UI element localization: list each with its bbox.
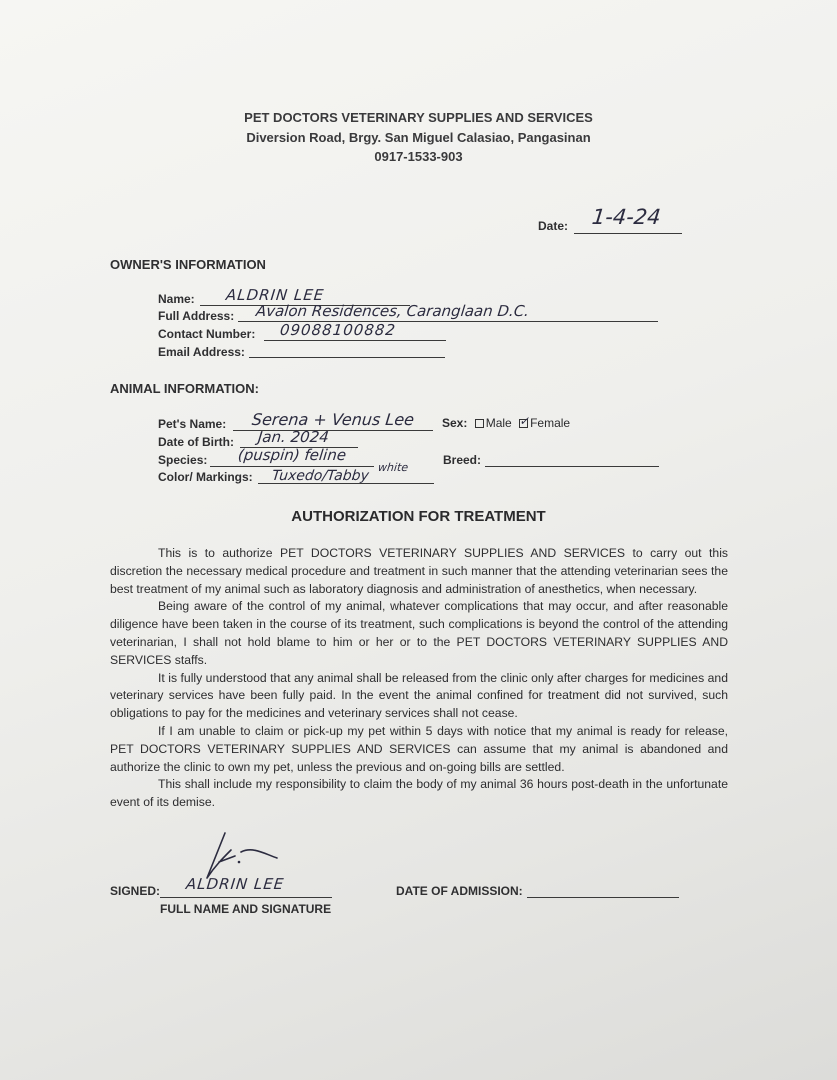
sex-field [442, 416, 570, 430]
authorization-title: AUTHORIZATION FOR TREATMENT [291, 508, 546, 525]
owner-name-label: Name: [158, 292, 195, 306]
species-line [210, 466, 374, 467]
female-checkbox [519, 414, 530, 428]
pet-name-label: Pet's Name: [158, 417, 227, 431]
authorization-paragraph: Being aware of the control of my animal, whatever complications that may occur, and after reasonable diligence have been taken in the course of its treatment, such complications is beyond the control of the attending veterinarian, I shall not hold blame to him or her or to the PET DOCTORS VETERINARY SUPPLIES AND SERVICES staffs. [110, 599, 728, 667]
owner-name-value: ALDRIN LEE [225, 286, 326, 304]
signature-caption: FULL NAME AND SIGNATURE [160, 902, 332, 916]
signed-line [160, 897, 332, 898]
sex-label: Sex: [442, 416, 468, 430]
date-label: Date: [538, 219, 569, 233]
owner-contact-line [264, 340, 446, 341]
admission-date-line [527, 897, 679, 898]
signed-name-value: ALDRIN LEE [185, 875, 286, 893]
owner-contact-label: Contact Number: [158, 327, 256, 341]
admission-date-label: DATE OF ADMISSION: [396, 884, 523, 898]
breed-line [485, 466, 659, 467]
male-checkbox [475, 419, 484, 428]
owner-address-value: Avalon Residences, Caranglaan D.C. [255, 302, 531, 320]
dob-label: Date of Birth: [158, 435, 234, 449]
company-name: PET DOCTORS VETERINARY SUPPLIES AND SERVICES [244, 110, 593, 125]
animal-section-title: ANIMAL INFORMATION: [110, 381, 259, 396]
owner-email-line [249, 357, 445, 358]
company-phone: 0917-1533-903 [374, 149, 463, 164]
color-markings-value: Tuxedo/Tabby [271, 468, 370, 484]
dob-value: Jan. 2024 [257, 428, 330, 446]
authorization-body [110, 545, 728, 812]
color-markings-label: Color/ Markings: [158, 470, 253, 484]
company-address: Diversion Road, Brgy. San Miguel Calasiao, Pangasinan [246, 130, 591, 145]
authorization-paragraph: If I am unable to claim or pick-up my pet within 5 days with notice that my animal is ready for release, PET DOCTORS VETERINARY SUPPLIES AND SERVICES can assume that my animal is abandoned and authorize the clinic to own my pet, unless the previous and on-going bills are settled. [110, 723, 728, 774]
signed-label: SIGNED: [110, 884, 161, 898]
sex-female-option: Female [530, 416, 571, 430]
sex-male-option: Male [485, 416, 512, 430]
date-line [574, 233, 682, 234]
species-label: Species: [158, 453, 208, 467]
pet-name-value: Serena + Venus Lee [251, 410, 416, 429]
species-value: (puspin) feline [237, 446, 348, 464]
breed-label: Breed: [443, 453, 482, 467]
owner-address-label: Full Address: [158, 309, 235, 323]
authorization-paragraph: It is fully understood that any animal shall be released from the clinic only after charges for medicines and veterinary services have been fully paid. In the event the animal confined for treatment did not survived, such obligations to pay for the medicines and veterinary services shall not cease. [110, 670, 728, 721]
authorization-paragraph: This is to authorize PET DOCTORS VETERINARY SUPPLIES AND SERVICES to carry out this discretion the necessary medical procedure and treatment in such manner that the attending veterinarian sees the best treatment of my animal such as laboratory diagnosis and administration of anesthetics, when necessary. [110, 546, 728, 596]
owner-email-label: Email Address: [158, 345, 245, 359]
authorization-paragraph: This shall include my responsibility to claim the body of my animal 36 hours post-death in the unfortunate event of its demise. [110, 777, 728, 810]
owner-contact-value: 09088100882 [279, 321, 397, 339]
color-markings-extra: white [377, 461, 409, 474]
owner-section-title: OWNER'S INFORMATION [110, 257, 266, 272]
date-value: 1-4-24 [590, 205, 662, 229]
check-mark-icon: ✓ [519, 414, 530, 428]
